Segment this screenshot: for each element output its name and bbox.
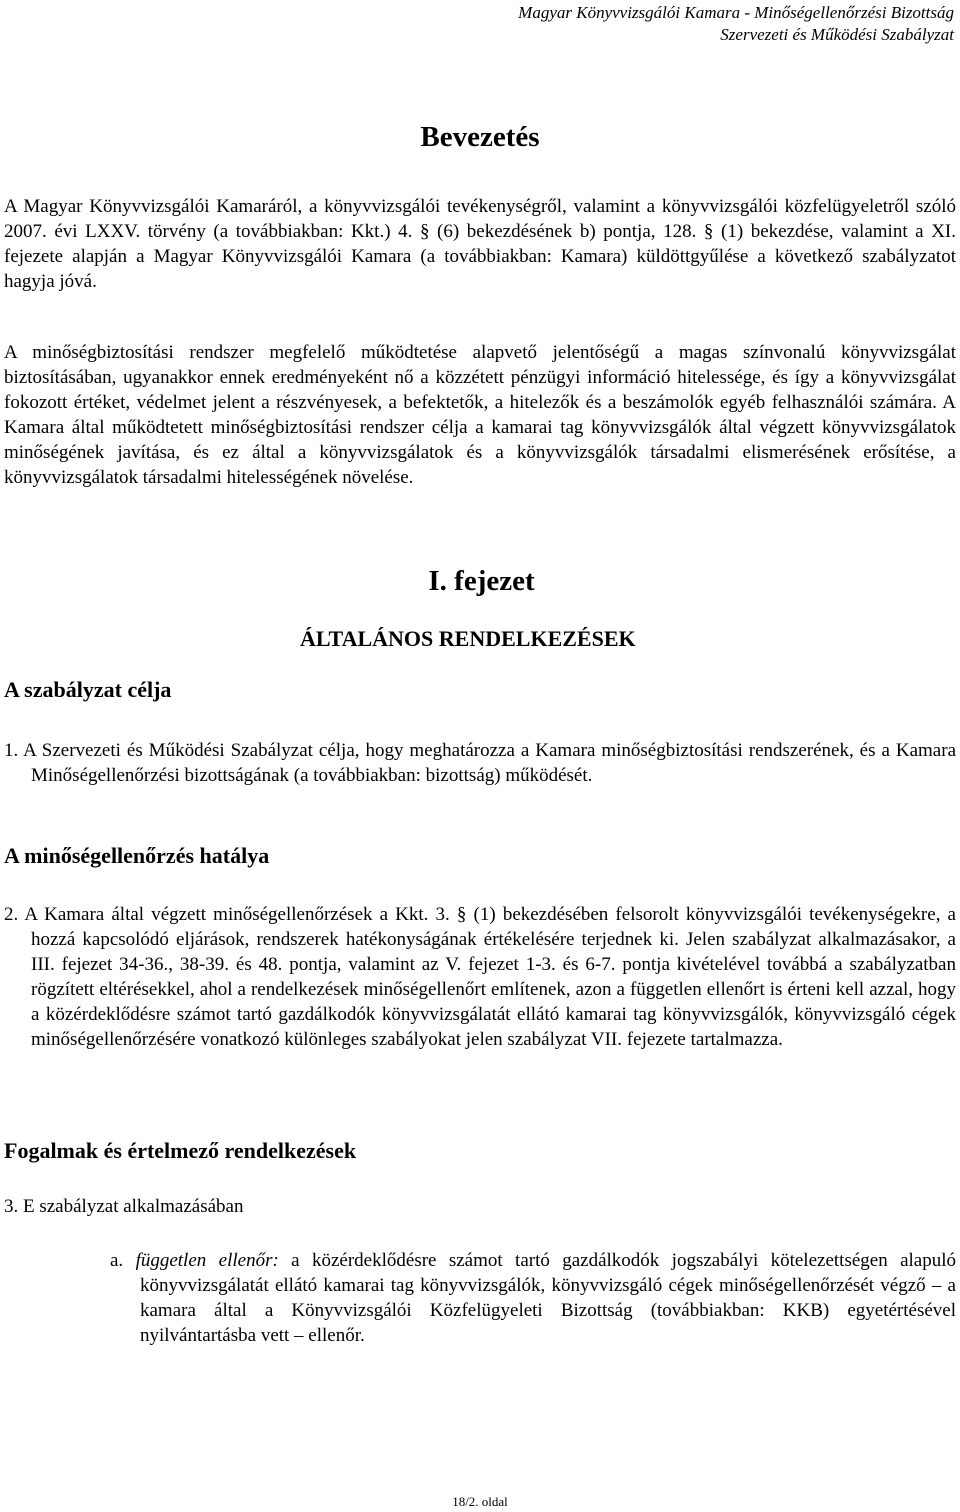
definition-item-label: a.: [110, 1250, 124, 1271]
chapter-title: ÁLTALÁNOS RENDELKEZÉSEK: [300, 626, 636, 651]
page-number: 18/2. oldal: [452, 1494, 508, 1509]
section-heading-scope: A minőségellenőrzés hatálya: [4, 843, 270, 868]
header-document-title: Szervezeti és Működési Szabályzat: [720, 25, 954, 44]
intro-title: Bevezetés: [420, 121, 540, 153]
definition-item-a: [110, 1248, 956, 1348]
paragraph-item-1: 1. A Szervezeti és Működési Szabályzat célja, hogy meghatározza a Kamara minőségbiztosítási rendszerének, és a Kamara Minőségellenőrzési bizottságának (a továbbiakban: bizottság) működését.: [4, 740, 956, 786]
definition-term: független ellenőr:: [135, 1250, 279, 1271]
section-heading-purpose: A szabályzat célja: [4, 677, 172, 702]
intro-paragraph-1: A Magyar Könyvvizsgálói Kamaráról, a könyvvizsgálói tevékenységről, valamint a könyvvizsgálói közfelügyeletről szóló 2007. évi LXXV. törvény (a továbbiakban: Kkt.) 4. § (6) bekezdésének b) pontja, 128. § (1) bekezdése, valamint a XI. fejezete alapján a Magyar Könyvvizsgálói Kamara (a továbbiakban: Kamara) küldöttgyűlése a következő szabályzatot hagyja jóvá.: [4, 196, 956, 292]
definition-text: a közérdeklődésre számot tartó gazdálkodók jogszabályi kötelezettségen alapuló könyvvizsgálatát ellátó kamarai tag könyvvizsgálók, könyvvizsgáló cégek minőségellenőrzését végző – a kamara által a Könyvvizsgálói Közfelügyeleti Bizottság (továbbiakban: KKB) egyetértésével nyilvántartásba vett – ellenőr.: [140, 1250, 956, 1346]
chapter-number: I. fejezet: [428, 565, 535, 597]
intro-paragraph-2: A minőségbiztosítási rendszer megfelelő működtetése alapvető jelentőségű a magas színvonalú könyvvizsgálat biztosításában, ugyanakkor ennek eredményeként nő a közzétett pénzügyi információ hitelessége, és így a könyvvizsgálat fokozott értéket, védelmet jelent a részvényesek, a befektetők, a hitelezők és a beszámolók egyéb felhasználói számára. A Kamara által működtetett minőségbiztosítási rendszer célja a kamarai tag könyvvizsgálók által végzett könyvvizsgálatok minőségének javítása, és ez által a könyvvizsgálatok és a könyvvizsgálók társadalmi elismerésének erősítése, a könyvvizsgálatok társadalmi hitelességének növelése.: [4, 342, 956, 488]
section-heading-definitions: Fogalmak és értelmező rendelkezések: [4, 1138, 357, 1163]
header-organization: Magyar Könyvvizsgálói Kamara - Minőségellenőrzési Bizottság: [518, 3, 954, 22]
paragraph-item-2: 2. A Kamara által végzett minőségellenőrzések a Kkt. 3. § (1) bekezdésében felsorolt könyvvizsgálói tevékenységekre, a hozzá kapcsolódó eljárások, rendszerek hatékonyságának értékelésére terjednek ki. Jelen szabályzat alkalmazásakor, a III. fejezet 34-36., 38-39. és 48. pontja, valamint az V. fejezet 1-3. és 6-7. pontja kivételével továbbá a szabályzatban rögzített eltérésekkel, ahol a rendelkezések minőségellenőrt említenek, azon a független ellenőrt is érteni kell azzal, hogy a közérdeklődésre számot tartó gazdálkodók könyvvizsgálatát ellátó kamarai tag könyvvizsgálók, könyvvizsgáló cégek minőségellenőrzésére vonatkozó különleges szabályokat jelen szabályzat VII. fejezete tartalmazza.: [4, 904, 956, 1050]
running-header: [518, 2, 954, 46]
paragraph-item-3: 3. E szabályzat alkalmazásában: [4, 1196, 244, 1217]
